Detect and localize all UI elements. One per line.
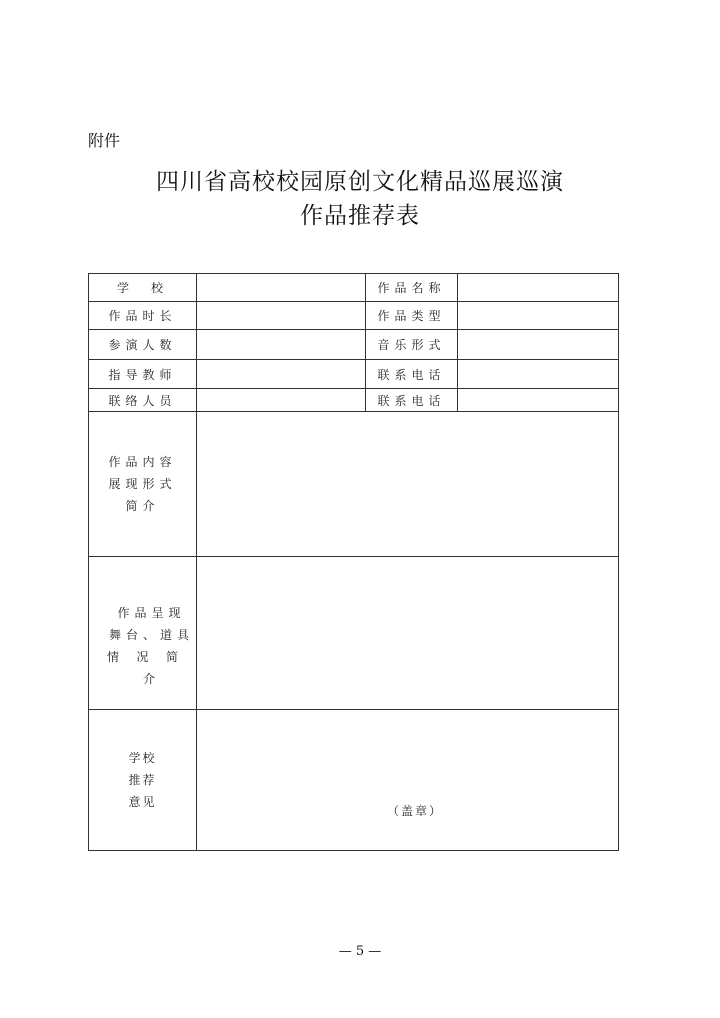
field-work-name[interactable] [458, 274, 619, 302]
field-work-type[interactable] [458, 302, 619, 330]
label-work-name: 作品名称 [366, 274, 458, 302]
field-contact-person[interactable] [197, 389, 366, 412]
field-phone-1[interactable] [458, 360, 619, 389]
field-content-intro[interactable] [197, 412, 619, 557]
page-subtitle: 作品推荐表 [300, 203, 420, 229]
label-performers: 参演人数 [89, 330, 197, 360]
label-music-form: 音乐形式 [366, 330, 458, 360]
label-phone-2: 联系电话 [366, 389, 458, 412]
label-school: 学 校 [89, 274, 197, 302]
field-instructor[interactable] [197, 360, 366, 389]
label-content-intro: 作品内容 展现形式 简介 [89, 412, 197, 557]
field-phone-2[interactable] [458, 389, 619, 412]
row-contact [89, 389, 619, 412]
field-music-form[interactable] [458, 330, 619, 360]
page-title: 四川省高校校园原创文化精品巡展巡演 [156, 169, 564, 195]
field-stage-intro[interactable] [197, 557, 619, 710]
row-school-recommend [89, 710, 619, 851]
field-performers[interactable] [197, 330, 366, 360]
row-stage-intro [89, 557, 619, 710]
field-school[interactable] [197, 274, 366, 302]
recommendation-form-table [88, 273, 619, 851]
row-content-intro [89, 412, 619, 557]
label-work-type: 作品类型 [366, 302, 458, 330]
attachment-label: 附件 [88, 131, 121, 150]
row-duration [89, 302, 619, 330]
label-phone-1: 联系电话 [366, 360, 458, 389]
label-work-duration: 作品时长 [89, 302, 197, 330]
field-work-duration[interactable] [197, 302, 366, 330]
row-performers [89, 330, 619, 360]
label-contact-person: 联络人员 [89, 389, 197, 412]
label-stage-intro: 作品呈现 舞台、道具 情 况 简 介 [89, 557, 197, 710]
row-instructor [89, 360, 619, 389]
label-school-recommend: 学校 推荐 意见 [89, 710, 197, 851]
row-school [89, 274, 619, 302]
seal-label: （盖章） [387, 804, 444, 818]
label-instructor: 指导教师 [89, 360, 197, 389]
page-number: — 5 — [338, 944, 382, 959]
field-school-recommend[interactable] [197, 710, 619, 851]
